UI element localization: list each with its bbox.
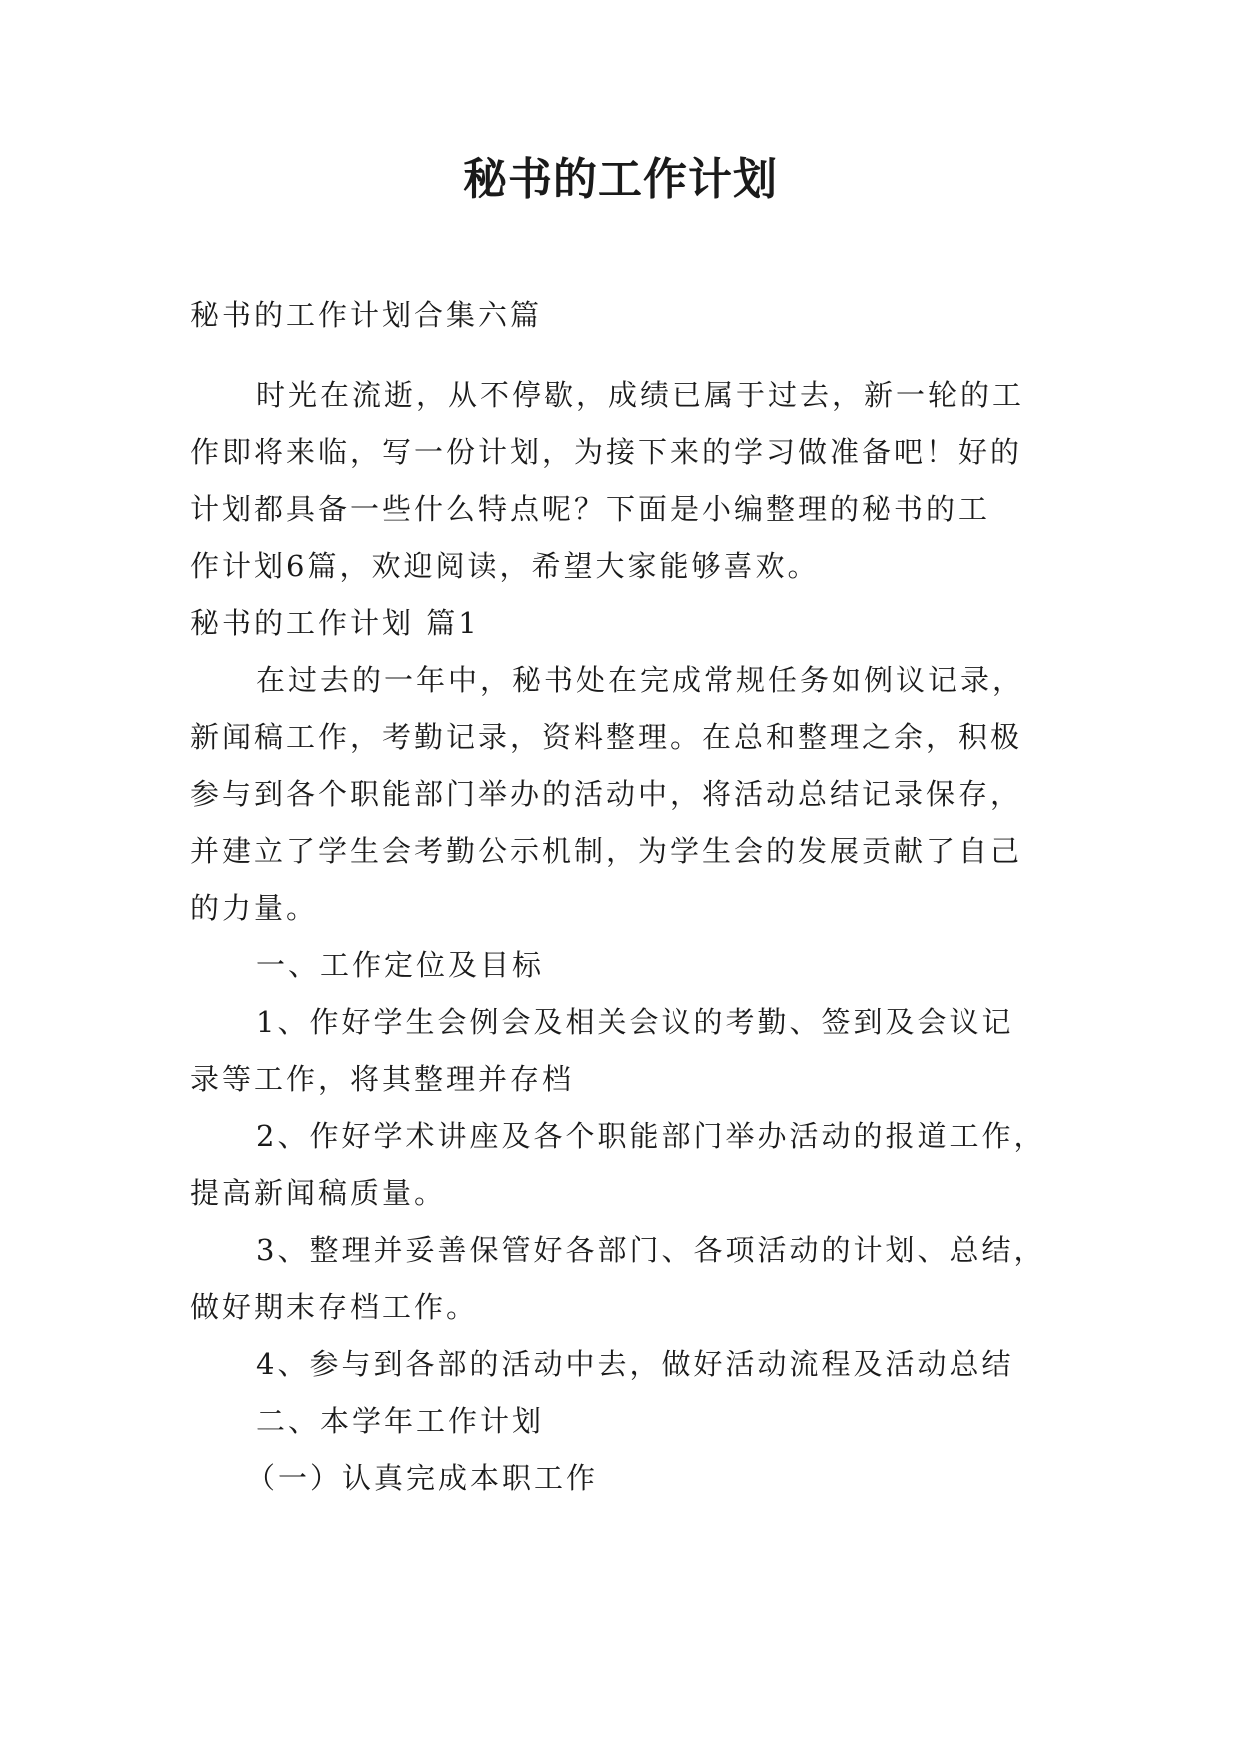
sub-subheading: （一）认真完成本职工作 — [246, 1461, 599, 1495]
list-item: 2、作好学术讲座及各个职能部门举办活动的报道工作， — [256, 1119, 1046, 1153]
list-item: 1、作好学生会例会及相关会议的考勤、签到及会议记 — [256, 1005, 1014, 1039]
body-line: 新闻稿工作，考勤记录，资料整理。在总和整理之余，积极 — [190, 720, 1023, 754]
document-title: 秘书的工作计划 — [463, 154, 778, 205]
body-line: 参与到各个职能部门举办的活动中，将活动总结记录保存， — [190, 777, 1023, 811]
list-item-continuation: 做好期末存档工作。 — [190, 1290, 479, 1324]
list-item-continuation: 录等工作，将其整理并存档 — [190, 1062, 575, 1096]
intro-line: 作计划6篇，欢迎阅读，希望大家能够喜欢。 — [190, 549, 820, 583]
document-subtitle: 秘书的工作计划合集六篇 — [190, 298, 543, 332]
body-line: 在过去的一年中，秘书处在完成常规任务如例议记录， — [256, 663, 1025, 697]
list-item-continuation: 提高新闻稿质量。 — [190, 1176, 447, 1210]
intro-line: 计划都具备一些什么特点呢？下面是小编整理的秘书的工 — [190, 492, 991, 526]
list-item: 4、参与到各部的活动中去，做好活动流程及活动总结 — [256, 1347, 1014, 1381]
body-line: 的力量。 — [190, 891, 319, 925]
subheading: 二、本学年工作计划 — [256, 1404, 545, 1438]
subheading: 一、工作定位及目标 — [256, 948, 545, 982]
section-heading: 秘书的工作计划 篇1 — [190, 606, 480, 640]
list-item: 3、整理并妥善保管好各部门、各项活动的计划、总结， — [256, 1233, 1046, 1267]
intro-line: 作即将来临，写一份计划，为接下来的学习做准备吧！好的 — [190, 435, 1023, 469]
intro-line: 时光在流逝，从不停歇，成绩已属于过去，新一轮的工 — [256, 378, 1025, 412]
body-line: 并建立了学生会考勤公示机制，为学生会的发展贡献了自己 — [190, 834, 1023, 868]
